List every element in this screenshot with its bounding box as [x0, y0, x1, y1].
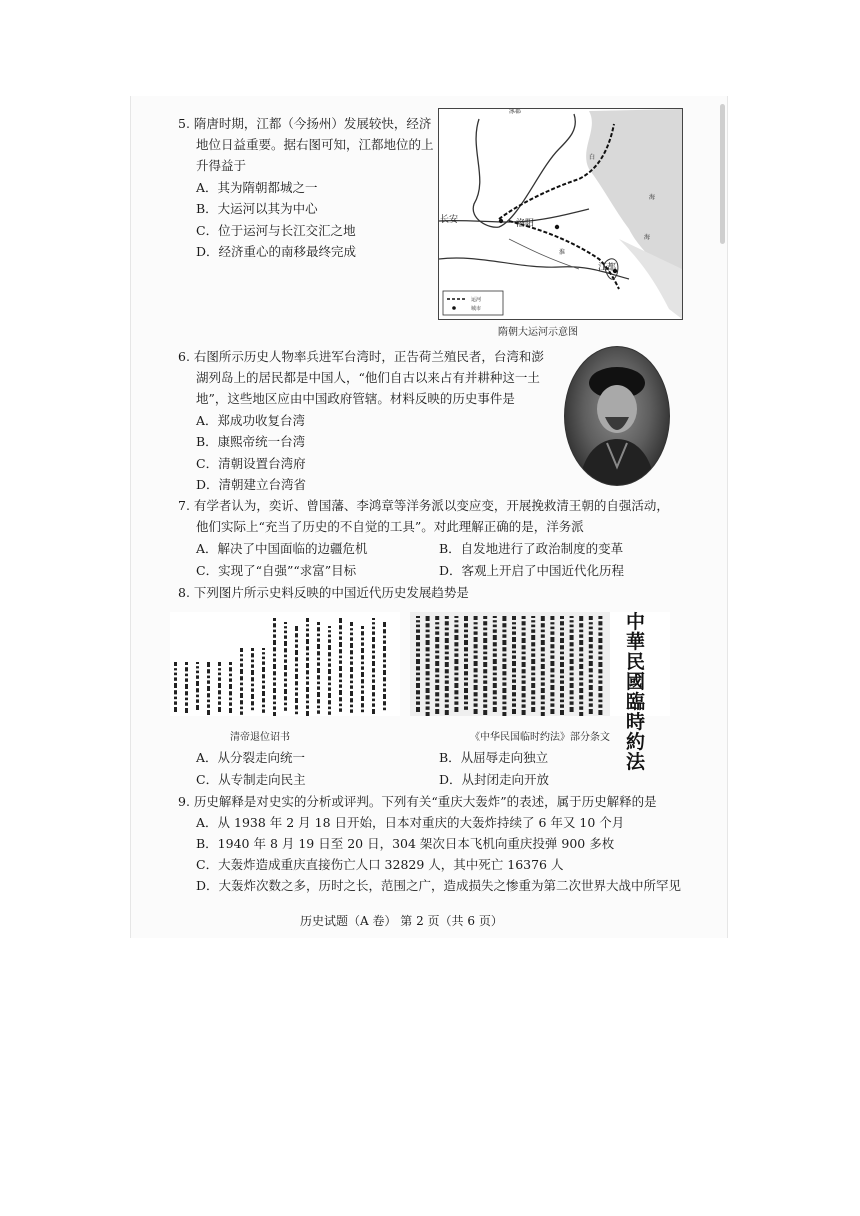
svg-text:城市: 城市 — [471, 306, 482, 312]
page-footer: 历史试题（A 卷） 第 2 页（共 6 页） — [300, 914, 503, 928]
q7-stem-line-1: 7. 有学者认为，奕䜣、曾国藩、李鸿章等洋务派以变应变，开展挽救清王朝的自强活动， — [178, 498, 669, 513]
q5-stem-line-3: 升得益于 — [196, 158, 247, 173]
q8-option-b: B．从屈辱走向独立 — [439, 750, 549, 765]
q5-option-a: A．其为隋朝都城之一 — [196, 180, 318, 195]
q6-stem-line-3: 地”，这些地区应由中国政府管辖。材料反映的历史事件是 — [196, 391, 515, 406]
q9-option-b: B．1940 年 8 月 19 日至 20 日，304 架次日本飞机向重庆投弹 900 多枚 — [196, 836, 615, 851]
q9-option-a: A．从 1938 年 2 月 18 日开始，日本对重庆的大轰炸持续了 6 年又 10 个月 — [196, 815, 625, 830]
q6-stem-line-1: 6. 右图所示历史人物率兵进军台湾时，正告荷兰殖民者，台湾和澎 — [178, 349, 544, 364]
q6-option-d: D．清朝建立台湾省 — [196, 477, 307, 492]
q9-stem: 9. 历史解释是对史实的分析或评判。下列有关“重庆大轰炸”的表述，属于历史解释的是 — [178, 794, 657, 809]
q7-option-b: B．自发地进行了政治制度的变革 — [439, 541, 624, 556]
svg-text:淮: 淮 — [559, 249, 566, 256]
q5-option-d: D．经济重心的南移最终完成 — [196, 244, 357, 259]
q7-stem-line-2: 他们实际上“充当了历史的不自觉的工具”。对此理解正确的是，洋务派 — [196, 519, 584, 534]
map-label-jiangdu: 江都 — [598, 263, 617, 273]
svg-text:海: 海 — [649, 194, 656, 201]
q8-option-a: A．从分裂走向统一 — [196, 750, 306, 765]
q7-option-a: A．解决了中国面临的边疆危机 — [196, 541, 368, 556]
q7-option-d: D．客观上开启了中国近代化历程 — [439, 563, 625, 578]
q7-option-c: C．实现了“自强”“求富”目标 — [196, 563, 357, 578]
portrait-image — [564, 346, 670, 486]
q6-stem-line-2: 湖列岛上的居民都是中国人，“他们自古以来占有并耕种这一土 — [196, 370, 540, 385]
map-label-luoyang: 洛阳 — [516, 219, 535, 229]
constitution-title-seal: 中華民國臨時約法 — [626, 611, 646, 773]
q8-option-d: D．从封闭走向开放 — [439, 772, 550, 787]
q5-option-b: B．大运河以其为中心 — [196, 201, 318, 216]
map-label-changan: 长安 — [440, 215, 459, 225]
q6-option-a: A．郑成功收复台湾 — [196, 413, 306, 428]
q9-option-c: C．大轰炸造成重庆直接伤亡人口 32829 人，其中死亡 16376 人 — [196, 857, 564, 872]
q8-option-c: C．从专制走向民主 — [196, 772, 306, 787]
abdication-edict-image — [170, 612, 400, 716]
grand-canal-map — [438, 108, 683, 320]
q6-option-c: C．清朝设置台湾府 — [196, 456, 306, 471]
q8-caption-left: 清帝退位诏书 — [230, 732, 290, 743]
q9-option-d: D．大轰炸次数之多，历时之长，范围之广，造成损失之惨重为第二次世界大战中所罕见 — [196, 878, 682, 893]
scrollbar[interactable] — [720, 104, 725, 244]
svg-text:涿郡: 涿郡 — [509, 109, 522, 115]
q8-caption-right: 《中华民国临时约法》部分条文 — [470, 732, 610, 743]
svg-text:运河: 运河 — [471, 297, 482, 303]
svg-text:白: 白 — [589, 154, 596, 161]
map-caption: 隋朝大运河示意图 — [498, 327, 578, 338]
q5-stem-line-1: 5. 隋唐时期，江都（今扬州）发展较快，经济 — [178, 116, 432, 131]
q6-option-b: B．康熙帝统一台湾 — [196, 434, 306, 449]
q5-stem-line-2: 地位日益重要。据右图可知，江都地位的上 — [196, 137, 434, 152]
q8-stem: 8. 下列图片所示史料反映的中国近代历史发展趋势是 — [178, 585, 469, 600]
q5-option-c: C．位于运河与长江交汇之地 — [196, 223, 356, 238]
svg-text:海: 海 — [644, 234, 651, 241]
